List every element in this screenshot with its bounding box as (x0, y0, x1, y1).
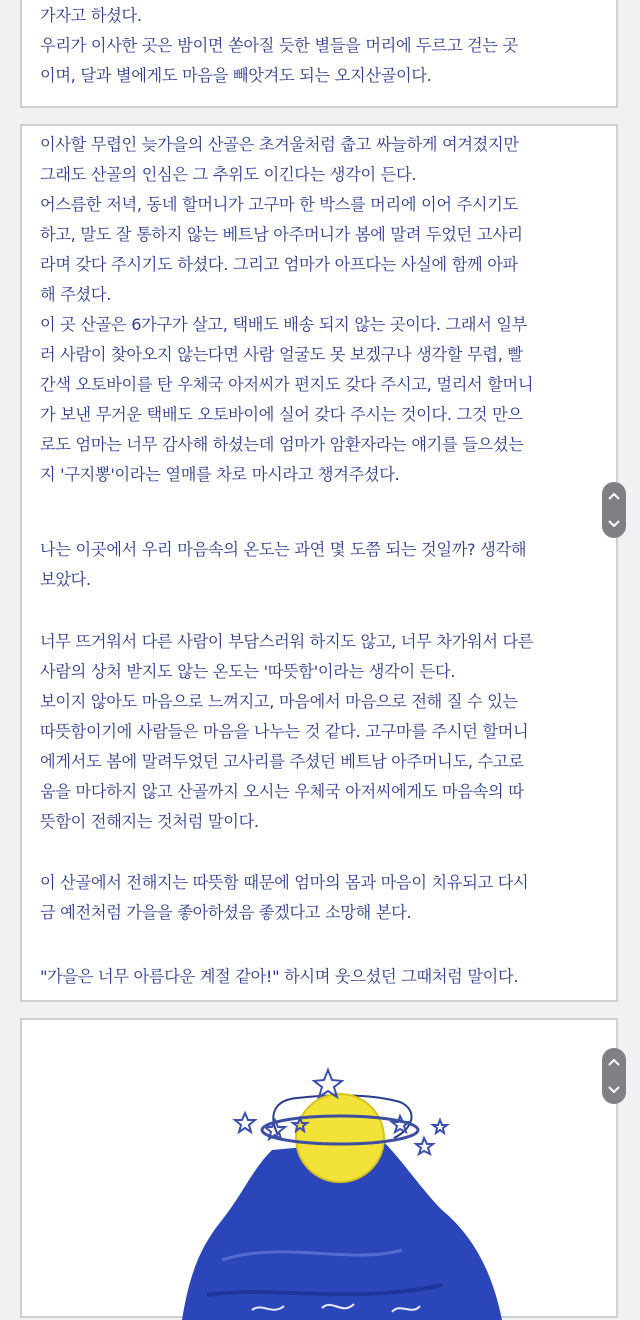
scroll-handle[interactable] (602, 482, 626, 538)
text-line: "가을은 너무 아름다운 계절 같아!" 하시며 웃으셨던 그때처럼 말이다. (40, 967, 519, 986)
chevron-down-icon (608, 1085, 620, 1095)
text-line: 따뜻함이기에 사람들은 마음을 나누는 것 같다. 고구마를 주시던 할머니 (40, 722, 529, 741)
paragraph-5 (40, 962, 604, 992)
planet-jar-illustration (22, 1020, 616, 1320)
text-line: 뜻함이 전해지는 것처럼 말이다. (40, 812, 259, 831)
text-line: 이 곳 산골은 6가구가 살고, 택배도 배송 되지 않는 곳이다. 그래서 일부 (40, 315, 528, 334)
text-line: 에게서도 봄에 말려두었던 고사리를 주셨던 베트남 아주머니도, 수고로 (40, 752, 524, 771)
text-line: 이 산골에서 전해지는 따뜻함 때문에 엄마의 몸과 마음이 치유되고 다시 (40, 873, 529, 892)
illustration-panel (20, 1018, 618, 1318)
paragraph-2 (40, 535, 604, 595)
chevron-up-icon (608, 491, 620, 501)
text-line: 이며, 달과 별에게도 마음을 빼앗겨도 되는 오지산골이다. (40, 66, 432, 85)
chevron-up-icon (608, 1057, 620, 1067)
chevron-down-icon (608, 519, 620, 529)
text-line: 러 사람이 찾아오지 않는다면 사람 얼굴도 못 보겠구나 생각할 무렵, 빨 (40, 345, 523, 364)
text-line: 해 주셨다. (40, 285, 112, 304)
text-line: 우리가 이사한 곳은 밤이면 쏟아질 듯한 별들을 머리에 두르고 걷는 곳 (40, 36, 518, 55)
text-line: 간색 오토바이를 탄 우체국 아저씨가 편지도 갖다 주시고, 멀리서 할머니 (40, 375, 534, 394)
text-line: 가 보낸 무거운 택배도 오토바이에 실어 갖다 주시는 것이다. 그것 만으 (40, 405, 523, 424)
text-line: 너무 뜨거워서 다른 사람이 부담스러워 하지도 않고, 너무 차가워서 다른 (40, 632, 534, 651)
text-panel-top (20, 0, 618, 108)
text-line: 이사할 무렵인 늦가을의 산골은 초겨울처럼 춥고 싸늘하게 여겨졌지만 (40, 135, 519, 154)
text-line: 하고, 말도 잘 통하지 않는 베트남 아주머니가 봄에 말려 두었던 고사리 (40, 225, 523, 244)
text-line: 어스름한 저녁, 동네 할머니가 고구마 한 박스를 머리에 이어 주시기도 (40, 195, 518, 214)
paragraph-intro (40, 1, 604, 91)
text-line: 가자고 하셨다. (40, 6, 142, 25)
text-line: 움을 마다하지 않고 산골까지 오시는 우체국 아저씨에게도 마음속의 따 (40, 782, 524, 801)
paragraph-3 (40, 627, 604, 837)
paragraph-1 (40, 130, 604, 490)
paragraph-4 (40, 868, 604, 928)
text-line: 그래도 산골의 인심은 그 추위도 이긴다는 생각이 든다. (40, 165, 417, 184)
text-line: 지 '구지뽕'이라는 열매를 차로 마시라고 챙겨주셨다. (40, 465, 400, 484)
text-line: 보았다. (40, 570, 91, 589)
text-line: 라며 갖다 주시기도 하셨다. 그리고 엄마가 아프다는 사실에 함께 아파 (40, 255, 518, 274)
text-line: 나는 이곳에서 우리 마음속의 온도는 과연 몇 도쯤 되는 것일까? 생각해 (40, 540, 527, 559)
text-panel-main (20, 124, 618, 1002)
text-line: 보이지 않아도 마음으로 느껴지고, 마음에서 마음으로 전해 질 수 있는 (40, 692, 518, 711)
scroll-handle[interactable] (602, 1048, 626, 1104)
text-line: 로도 엄마는 너무 감사해 하셨는데 엄마가 암환자라는 얘기를 들으셨는 (40, 435, 524, 454)
text-line: 금 예전처럼 가을을 좋아하셨음 좋겠다고 소망해 본다. (40, 903, 412, 922)
text-line: 사람의 상처 받지도 않는 온도는 '따뜻함'이라는 생각이 든다. (40, 662, 456, 681)
